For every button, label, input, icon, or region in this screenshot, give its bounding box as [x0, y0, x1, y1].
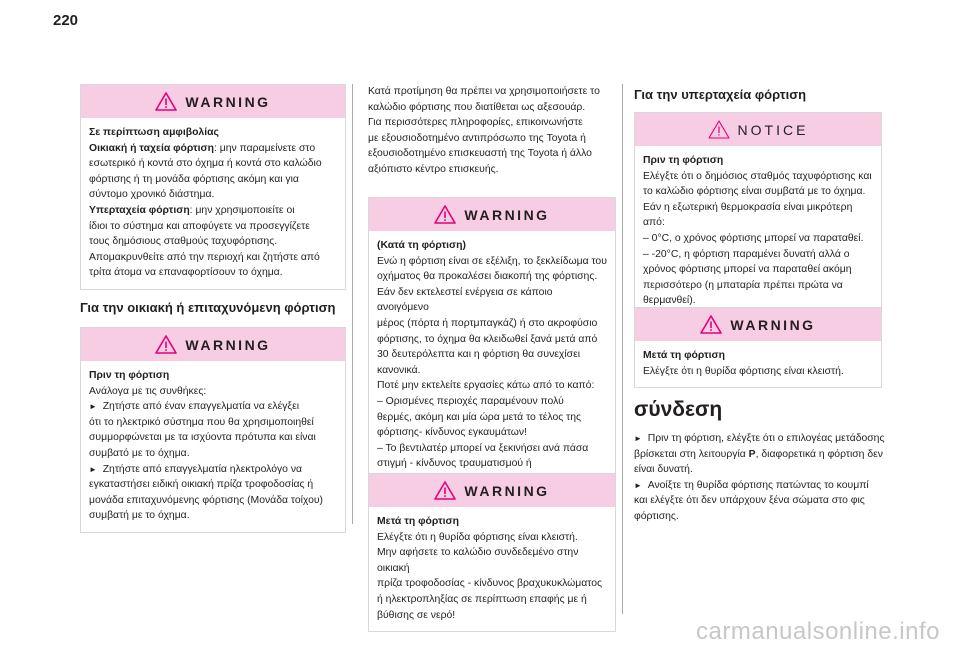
section-heading-home-charging: Για την οικιακή ή επιταχυνόμενη φόρτιση [80, 300, 336, 315]
accessory-cable-paragraph [368, 84, 638, 178]
warning-header [369, 474, 615, 507]
text-line: Πριν τη φόρτιση [643, 155, 724, 166]
warning-triangle-icon [434, 205, 456, 224]
text-line: Κατά προτίμηση θα πρέπει να χρησιμοποιήσετε το [368, 86, 600, 97]
warning-header [81, 328, 345, 361]
warning-body [81, 361, 345, 532]
notice-header [635, 113, 881, 146]
text-line: ή ηλεκτροπληξίας σε περίπτωση επαφής με ή [377, 593, 587, 605]
text-line: Εάν δεν εκτελεστεί ενέργεια σε κάποιο ανοιγόμενο [377, 286, 553, 314]
text-line: περισσότερο (η μπαταρία πρέπει πρώτα να [643, 279, 843, 291]
warning-box-before-charging [80, 327, 346, 533]
text-line: ότι το ηλεκτρικό σύστημα που θα χρησιμοποιηθεί [89, 416, 314, 428]
notice-label: NOTICE [737, 121, 809, 138]
text-line: Μετά τη φόρτιση [377, 516, 459, 527]
column-divider [352, 84, 353, 524]
text-line: συμβατή με το όχημα. [89, 510, 190, 522]
text-line: ► Ζητήστε από έναν επαγγελματία να ελέγξει [89, 401, 300, 413]
watermark: carmanualsonline.info [696, 618, 940, 645]
text-line: τους δημόσιους σταθμούς ταχυφόρτισης. [89, 236, 278, 248]
text-line: Ανάλογα με τις συνθήκες: [89, 385, 207, 397]
notice-body [635, 146, 881, 317]
text-line: σύντομο χρονικό διάστημα. [89, 189, 215, 201]
column-divider [622, 84, 623, 614]
text-line: Υπερταχεία φόρτιση: μην χρησιμοποιείτε οι [89, 204, 295, 216]
text-line: φόρτισης- κίνδυνος εγκαυμάτων! [377, 427, 528, 439]
text-line: μέρος (πόρτα ή πορτμπαγκάζ) ή στο ακροφύσιο [377, 317, 598, 329]
warning-box-during-charging [368, 197, 616, 497]
warning-box-doubt [80, 84, 346, 290]
text-line: Οικιακή ή ταχεία φόρτιση: μην παραμείνετε στο [89, 142, 316, 154]
text-line: – -20°C, η φόρτιση παραμένει δυνατή αλλά ο [643, 248, 850, 260]
text-line: ίδιοι το σύστημα και αποφύγετε να προσεγγίζετε [89, 220, 310, 232]
text-line: εσωτερικό ή κοντά στο όχημα ή κοντά στο καλώδιο [89, 158, 322, 170]
warning-body [369, 231, 615, 496]
text-line: και ελέγξτε ότι δεν υπάρχουν ξένα σώματα στο φις [634, 495, 865, 507]
text-line: φόρτισης ή τη μονάδα φόρτισης ακόμη και για [89, 173, 299, 185]
text-line: εγκαταστήσει ειδική οικιακή πρίζα τροφοδοσίας ή [89, 479, 314, 491]
text-line: Εάν η εξωτερική θερμοκρασία είναι μικρότερη από: [643, 201, 853, 229]
text-line: – Ορισμένες περιοχές παραμένουν πολύ [377, 395, 564, 407]
warning-header [369, 198, 615, 231]
text-line: κανονικά. [377, 364, 421, 376]
text-line: Σε περίπτωση αμφιβολίας [89, 127, 219, 138]
arrow-right-icon: ► [634, 434, 642, 443]
text-line: καλώδιο φόρτισης που διατίθεται ως αξεσουάρ. [368, 101, 586, 113]
text-line: συμμορφώνεται με τα ισχύοντα πρότυπα και είναι [89, 432, 316, 444]
text-line: – Το βεντιλατέρ μπορεί να ξεκινήσει ανά πάσα [377, 442, 589, 454]
warning-header [81, 85, 345, 118]
notice-box-before-charging [634, 112, 882, 318]
text-line: θερμές, ακόμη και μία ώρα μετά το τέλος της [377, 411, 582, 423]
text-line: συμβατό με το όχημα. [89, 447, 190, 459]
text-line: Απομακρυνθείτε από την περιοχή και ζητήστε από [89, 251, 320, 263]
text-line: είναι δυνατή. [634, 464, 693, 476]
warning-body [81, 118, 345, 289]
warning-label: WARNING [464, 482, 550, 499]
text-line: – 0°C, ο χρόνος φόρτισης μπορεί να παραταθεί. [643, 232, 864, 244]
warning-label: WARNING [730, 316, 816, 333]
text-line: 30 δευτερόλεπτα και η φόρτιση θα συνεχίσει [377, 349, 581, 361]
text-line: το καλώδιο φόρτισης είναι συμβατά με το όχημα. [643, 186, 866, 198]
warning-label: WARNING [185, 93, 271, 110]
text-line: φόρτισης. [634, 510, 679, 522]
text-line: (Κατά τη φόρτιση) [377, 240, 466, 251]
text-line: Ελέγξτε ότι η θυρίδα φόρτισης είναι κλειστή. [643, 365, 844, 377]
arrow-right-icon: ► [89, 402, 97, 412]
notice-triangle-icon [708, 120, 730, 139]
text-line: στιγμή - κίνδυνος τραυματισμού ή [377, 458, 532, 470]
warning-body [635, 341, 881, 387]
warning-box-after-fast-charging [634, 307, 882, 388]
text-line: Πριν τη φόρτιση [89, 370, 170, 381]
text-line: Ποτέ μην εκτελείτε εργασίες κάτω από το καπό: [377, 380, 595, 392]
warning-box-after-charging [368, 473, 616, 632]
text-line: οχήματος θα προκαλέσει διακοπή της φόρτισης. [377, 271, 598, 283]
warning-header [635, 308, 881, 341]
text-line: βύθισης σε νερό! [377, 609, 456, 621]
text-line: ► Πριν τη φόρτιση, ελέγξτε ότι ο επιλογέας μετάδοσης [634, 433, 885, 444]
text-line: με εξουσιοδοτημένο αντιπρόσωπο της Toyota ή [368, 132, 586, 144]
text-line: αξιόπιστο κέντρο επισκευής. [368, 163, 499, 175]
warning-body [369, 507, 615, 631]
text-line: τρίτα άτομα να επαναφορτίσουν το όχημα. [89, 267, 283, 279]
text-line: μονάδα επιταχυνόμενης φόρτισης (Μονάδα τοίχου) [89, 494, 324, 506]
text-line: Ελέγξτε ότι ο δημόσιος σταθμός ταχυφόρτισης και [643, 170, 872, 182]
arrow-right-icon: ► [89, 464, 97, 474]
warning-label: WARNING [464, 206, 550, 223]
text-line: πρίζα τροφοδοσίας - κίνδυνος βραχυκυκλώματος [377, 578, 603, 590]
text-line: Ενώ η φόρτιση είναι σε εξέλιξη, το ξεκλείδωμα του [377, 255, 607, 267]
text-line: βρίσκεται στη λειτουργία P, διαφορετικά η φόρτιση δεν [634, 448, 883, 460]
text-line: χρόνος φόρτισης μπορεί να παραταθεί ακόμη [643, 264, 852, 276]
text-line: φόρτισης, το όχημα θα κλειδωθεί ξανά μετά από [377, 333, 598, 345]
page-number: 220 [53, 12, 79, 29]
text-line: Για περισσότερες πληροφορίες, επικοινωνήστε [368, 117, 583, 129]
text-line: Ελέγξτε ότι η θυρίδα φόρτισης είναι κλειστή. [377, 531, 578, 543]
text-line: ► Ζητήστε από επαγγελματία ηλεκτρολόγο να [89, 463, 303, 475]
warning-triangle-icon [434, 481, 456, 500]
connection-section-title: σύνδεση [634, 398, 723, 421]
warning-label: WARNING [185, 336, 271, 353]
section-heading-fast-charging: Για την υπερταχεία φόρτιση [634, 87, 807, 102]
text-line: Μην αφήσετε το καλώδιο συνδεδεμένο στην οικιακή [377, 547, 579, 574]
text-line: εξουσιοδοτημένο επισκευαστή της Toyota ή άλλο [368, 148, 592, 160]
arrow-right-icon: ► [634, 480, 642, 490]
text-line: θερμανθεί). [643, 295, 696, 307]
warning-triangle-icon [155, 92, 177, 111]
text-line: ► Ανοίξτε τη θυρίδα φόρτισης πατώντας το κουμπί [634, 479, 869, 491]
warning-triangle-icon [700, 315, 722, 334]
warning-triangle-icon [155, 335, 177, 354]
text-line: Μετά τη φόρτιση [643, 350, 725, 361]
connection-instructions [634, 431, 904, 525]
